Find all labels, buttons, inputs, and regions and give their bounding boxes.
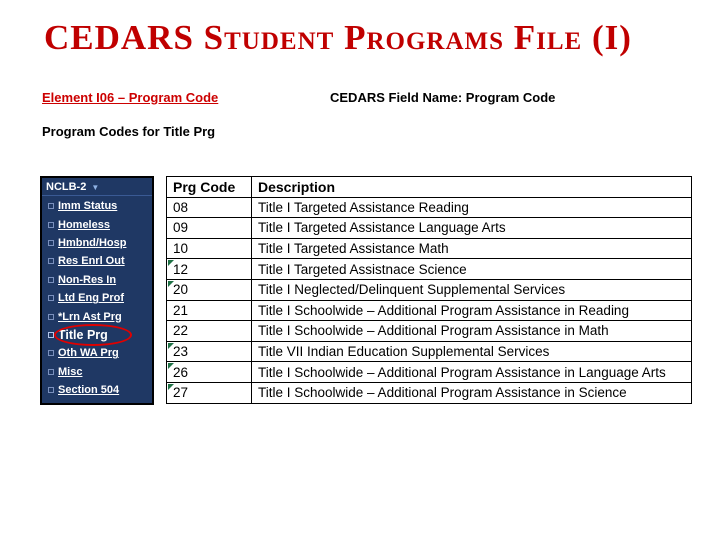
program-code-table [166, 176, 692, 404]
list-bullet-icon [48, 350, 54, 356]
prg-code-value: 12 [173, 261, 189, 277]
sidebar-item-homeless[interactable] [42, 215, 152, 233]
prg-code-cell [167, 238, 252, 259]
description-cell [252, 382, 692, 403]
list-bullet-icon [48, 387, 54, 393]
description-value: Title I Schoolwide – Additional Program Assistance in Language Arts [258, 364, 666, 380]
sidebar-item-oth-wa-prg[interactable] [42, 344, 152, 362]
sidebar-item-lrn-ast-prg[interactable] [42, 307, 152, 325]
list-bullet-icon [48, 203, 54, 209]
sidebar-item-label: Non-Res In [58, 273, 117, 286]
sidebar-item-hmbnd-hosp[interactable] [42, 234, 152, 252]
description-value: Title I Targeted Assistance Math [258, 241, 449, 257]
error-flag-triangle-icon [168, 281, 174, 287]
sidebar-item-imm-status[interactable] [42, 197, 152, 215]
description-value: Title I Targeted Assistance Reading [258, 199, 469, 215]
table-row [167, 259, 692, 280]
description-cell [252, 341, 692, 362]
sidebar-item-label: Imm Status [58, 200, 118, 213]
description-value: Title VII Indian Education Supplemental Services [258, 344, 550, 360]
sidebar-item-ltd-eng-prof[interactable] [42, 289, 152, 307]
list-bullet-icon [48, 222, 54, 228]
table-row [167, 300, 692, 321]
element-label: Element I06 – Program Code [42, 90, 219, 105]
table-row [167, 382, 692, 403]
sidebar-item-label: Misc [58, 365, 83, 378]
list-bullet-icon [48, 258, 54, 264]
table-row [167, 321, 692, 342]
prg-code-value: 23 [173, 344, 189, 360]
sidebar-item-label: Oth WA Prg [58, 347, 119, 360]
sidebar-header-label: NCLB-2 [46, 181, 87, 193]
description-cell [252, 300, 692, 321]
table-row [167, 341, 692, 362]
table-row [167, 238, 692, 259]
sidebar-item-res-enrl-out[interactable] [42, 252, 152, 270]
list-bullet-icon [48, 332, 54, 338]
prg-code-value: 20 [173, 282, 189, 298]
column-header-prg-code: Prg Code [167, 177, 252, 198]
chevron-down-icon[interactable]: ▼ [91, 182, 100, 192]
prg-code-value: 27 [173, 385, 189, 401]
sidebar-header [42, 178, 152, 196]
prg-code-cell [167, 259, 252, 280]
list-bullet-icon [48, 369, 54, 375]
description-cell [252, 259, 692, 280]
description-cell [252, 321, 692, 342]
sidebar-item-label: *Lrn Ast Prg [58, 310, 122, 323]
description-cell [252, 218, 692, 239]
description-value: Title I Targeted Assistance Language Arts [258, 220, 506, 236]
error-flag-triangle-icon [168, 363, 174, 369]
sidebar-item-section-504[interactable] [42, 381, 152, 399]
error-flag-triangle-icon [168, 343, 174, 349]
table-caption: Program Codes for Title Prg [42, 124, 216, 139]
error-flag-triangle-icon [168, 384, 174, 390]
description-cell [252, 362, 692, 383]
prg-code-cell [167, 321, 252, 342]
table-row [167, 279, 692, 300]
prg-code-value: 21 [173, 302, 189, 318]
sidebar-item-title-prg[interactable] [42, 326, 152, 344]
prg-code-cell [167, 197, 252, 218]
list-bullet-icon [48, 314, 54, 320]
description-value: Title I Targeted Assistnace Science [258, 261, 467, 277]
page-title: CEDARS Student Programs File (I) [44, 18, 632, 57]
table-row [167, 197, 692, 218]
sidebar-item-label: Ltd Eng Prof [58, 292, 124, 305]
list-bullet-icon [48, 295, 54, 301]
sidebar-item-label: Title Prg [58, 327, 108, 342]
list-bullet-icon [48, 240, 54, 246]
prg-code-cell [167, 382, 252, 403]
prg-code-value: 10 [173, 241, 189, 257]
description-value: Title I Neglected/Delinquent Supplemental Services [258, 282, 566, 298]
list-bullet-icon [48, 277, 54, 283]
prg-code-cell [167, 300, 252, 321]
sidebar-item-label: Res Enrl Out [58, 255, 125, 268]
table-body [167, 197, 692, 403]
cedars-field-name: CEDARS Field Name: Program Code [330, 90, 556, 105]
sidebar-item-label: Homeless [58, 218, 110, 231]
sidebar-item-misc[interactable] [42, 363, 152, 381]
prg-code-cell [167, 341, 252, 362]
sidebar-item-non-res-in[interactable] [42, 271, 152, 289]
prg-code-value: 09 [173, 220, 189, 236]
description-cell [252, 238, 692, 259]
table-row [167, 218, 692, 239]
table-row [167, 362, 692, 383]
sidebar-items [42, 196, 152, 399]
description-value: Title I Schoolwide – Additional Program Assistance in Science [258, 385, 627, 401]
description-value: Title I Schoolwide – Additional Program Assistance in Math [258, 323, 609, 339]
column-header-description: Description [252, 177, 692, 198]
prg-code-value: 26 [173, 364, 189, 380]
prg-code-cell [167, 218, 252, 239]
prg-code-cell [167, 362, 252, 383]
prg-code-cell [167, 279, 252, 300]
error-flag-triangle-icon [168, 260, 174, 266]
sidebar-item-label: Hmbnd/Hosp [58, 236, 127, 249]
worksheet-tab-panel [40, 176, 154, 405]
prg-code-value: 08 [173, 199, 189, 215]
description-value: Title I Schoolwide – Additional Program Assistance in Reading [258, 302, 629, 318]
description-cell [252, 279, 692, 300]
prg-code-value: 22 [173, 323, 189, 339]
table-header-row [167, 177, 692, 198]
sidebar-item-label: Section 504 [58, 384, 120, 397]
description-cell [252, 197, 692, 218]
